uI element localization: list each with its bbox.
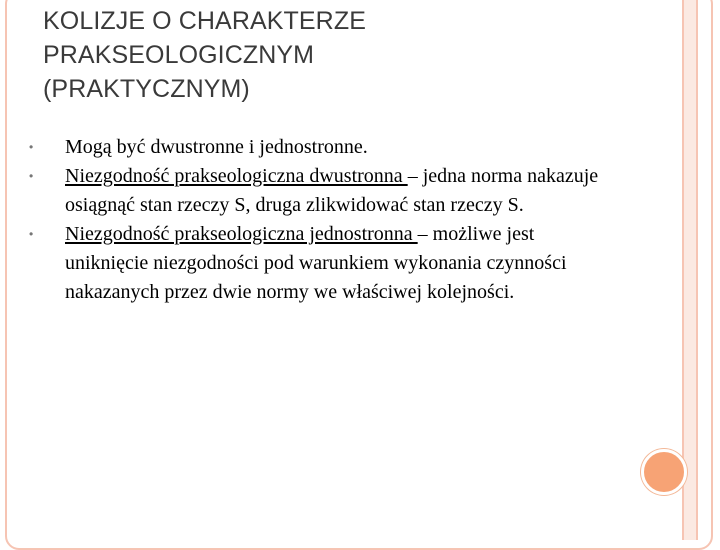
- decorative-circle: [641, 449, 687, 495]
- slide-title: [43, 4, 563, 106]
- bullet-icon: •: [29, 227, 34, 241]
- title-line-3: (PRAKTYCZNYM): [43, 75, 250, 103]
- decorative-side-band: [682, 0, 698, 540]
- bullet-text: Mogą być dwustronne i jednostronne.: [65, 136, 368, 158]
- bullet-term: Niezgodność prakseologiczna jednostronna: [65, 223, 418, 245]
- bullet-text: – jedna norma nakazuje osiągnąć stan rzeczy S, druga zlikwidować stan rzeczy S.: [65, 165, 599, 216]
- bullet-icon: •: [29, 169, 34, 183]
- bullet-item: [20, 162, 620, 220]
- bullet-list: [20, 133, 620, 307]
- title-line-1: KOLIZJE O CHARAKTERZE: [43, 7, 366, 35]
- bullet-term: Niezgodność prakseologiczna dwustronna: [65, 165, 408, 187]
- bullet-item: [20, 220, 620, 307]
- title-line-2: PRAKSEOLOGICZNYM: [43, 41, 315, 69]
- bullet-icon: •: [29, 140, 34, 154]
- bullet-text: – możliwe jest uniknięcie niezgodności pod warunkiem wykonania czynności nakazanych przez dwie normy we właściwej kolejności.: [65, 223, 567, 303]
- bullet-item: [20, 133, 620, 162]
